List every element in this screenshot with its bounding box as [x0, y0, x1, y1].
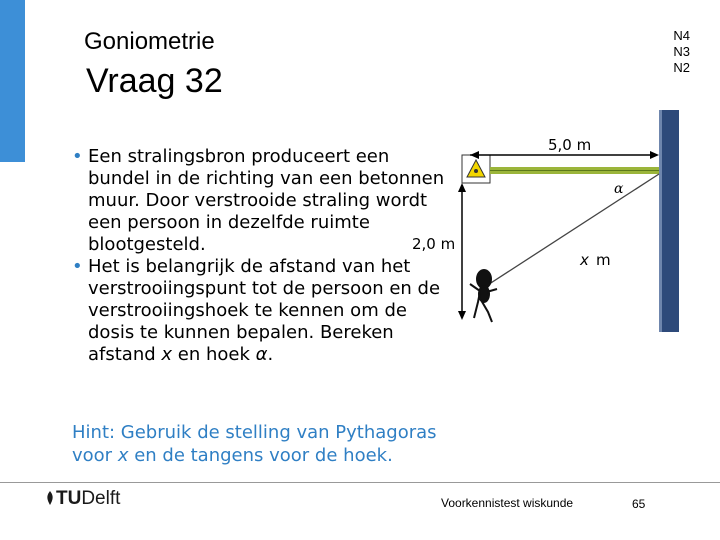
- person-figure: [470, 270, 497, 322]
- width-label: 5,0 m: [548, 136, 592, 154]
- line: blootgesteld.: [88, 234, 206, 255]
- line: verstrooiingshoek te kennen om de: [88, 300, 407, 321]
- tu-delft-logo: [44, 488, 120, 510]
- var-x: x: [161, 344, 173, 365]
- var-alpha: α: [255, 344, 268, 365]
- text: afstand: [88, 344, 156, 365]
- slide-title: Vraag 32: [86, 62, 223, 100]
- footer-course-name: Voorkennistest wiskunde: [441, 496, 574, 510]
- arrowhead-top: [458, 183, 466, 192]
- level-n4: N4: [673, 28, 690, 43]
- line: bundel in de richting van een betonnen: [88, 168, 445, 189]
- hypotenuse-label-unit: m: [596, 251, 611, 269]
- slide-subtitle: Goniometrie: [84, 28, 215, 55]
- bullet-dot: •: [72, 256, 83, 277]
- angle-label: α: [614, 181, 624, 197]
- logo-tu: TU: [56, 488, 82, 509]
- bullet-dot: •: [72, 146, 83, 167]
- arrowhead-bottom: [458, 311, 466, 320]
- text: en de tangens voor de hoek.: [134, 445, 393, 466]
- arrowhead-right: [650, 151, 659, 159]
- line: Een stralingsbron produceert een: [88, 146, 390, 167]
- logo-delft: Delft: [81, 488, 121, 509]
- person-body: [479, 286, 489, 302]
- hint-line-2: [72, 444, 492, 467]
- scatter-line: [480, 174, 659, 290]
- hint-text: [72, 421, 492, 467]
- hint-line-1: Hint: Gebruik de stelling van Pythagoras: [72, 422, 437, 443]
- level-n2: N2: [673, 60, 690, 75]
- warning-dot: [474, 169, 478, 173]
- line: muur. Door verstrooide straling wordt: [88, 190, 428, 211]
- height-label: 2,0 m: [412, 235, 456, 253]
- var-x: x: [117, 445, 129, 466]
- hypotenuse-label-x: x: [580, 251, 589, 269]
- line: Het is belangrijk de afstand van het: [88, 256, 411, 277]
- line: dosis te kunnen bepalen. Bereken: [88, 322, 394, 343]
- person-leg: [481, 300, 492, 322]
- text: en hoek: [177, 344, 250, 365]
- footer-divider: [0, 482, 720, 483]
- page-number: 65: [632, 497, 646, 511]
- line: een persoon in dezelfde ruimte: [88, 212, 370, 233]
- text: voor: [72, 445, 113, 466]
- level-n3: N3: [673, 44, 690, 59]
- wall-edge: [659, 110, 662, 332]
- text: .: [267, 344, 274, 365]
- flame-icon: [44, 491, 56, 505]
- line: verstrooiingspunt tot de persoon en de: [88, 278, 441, 299]
